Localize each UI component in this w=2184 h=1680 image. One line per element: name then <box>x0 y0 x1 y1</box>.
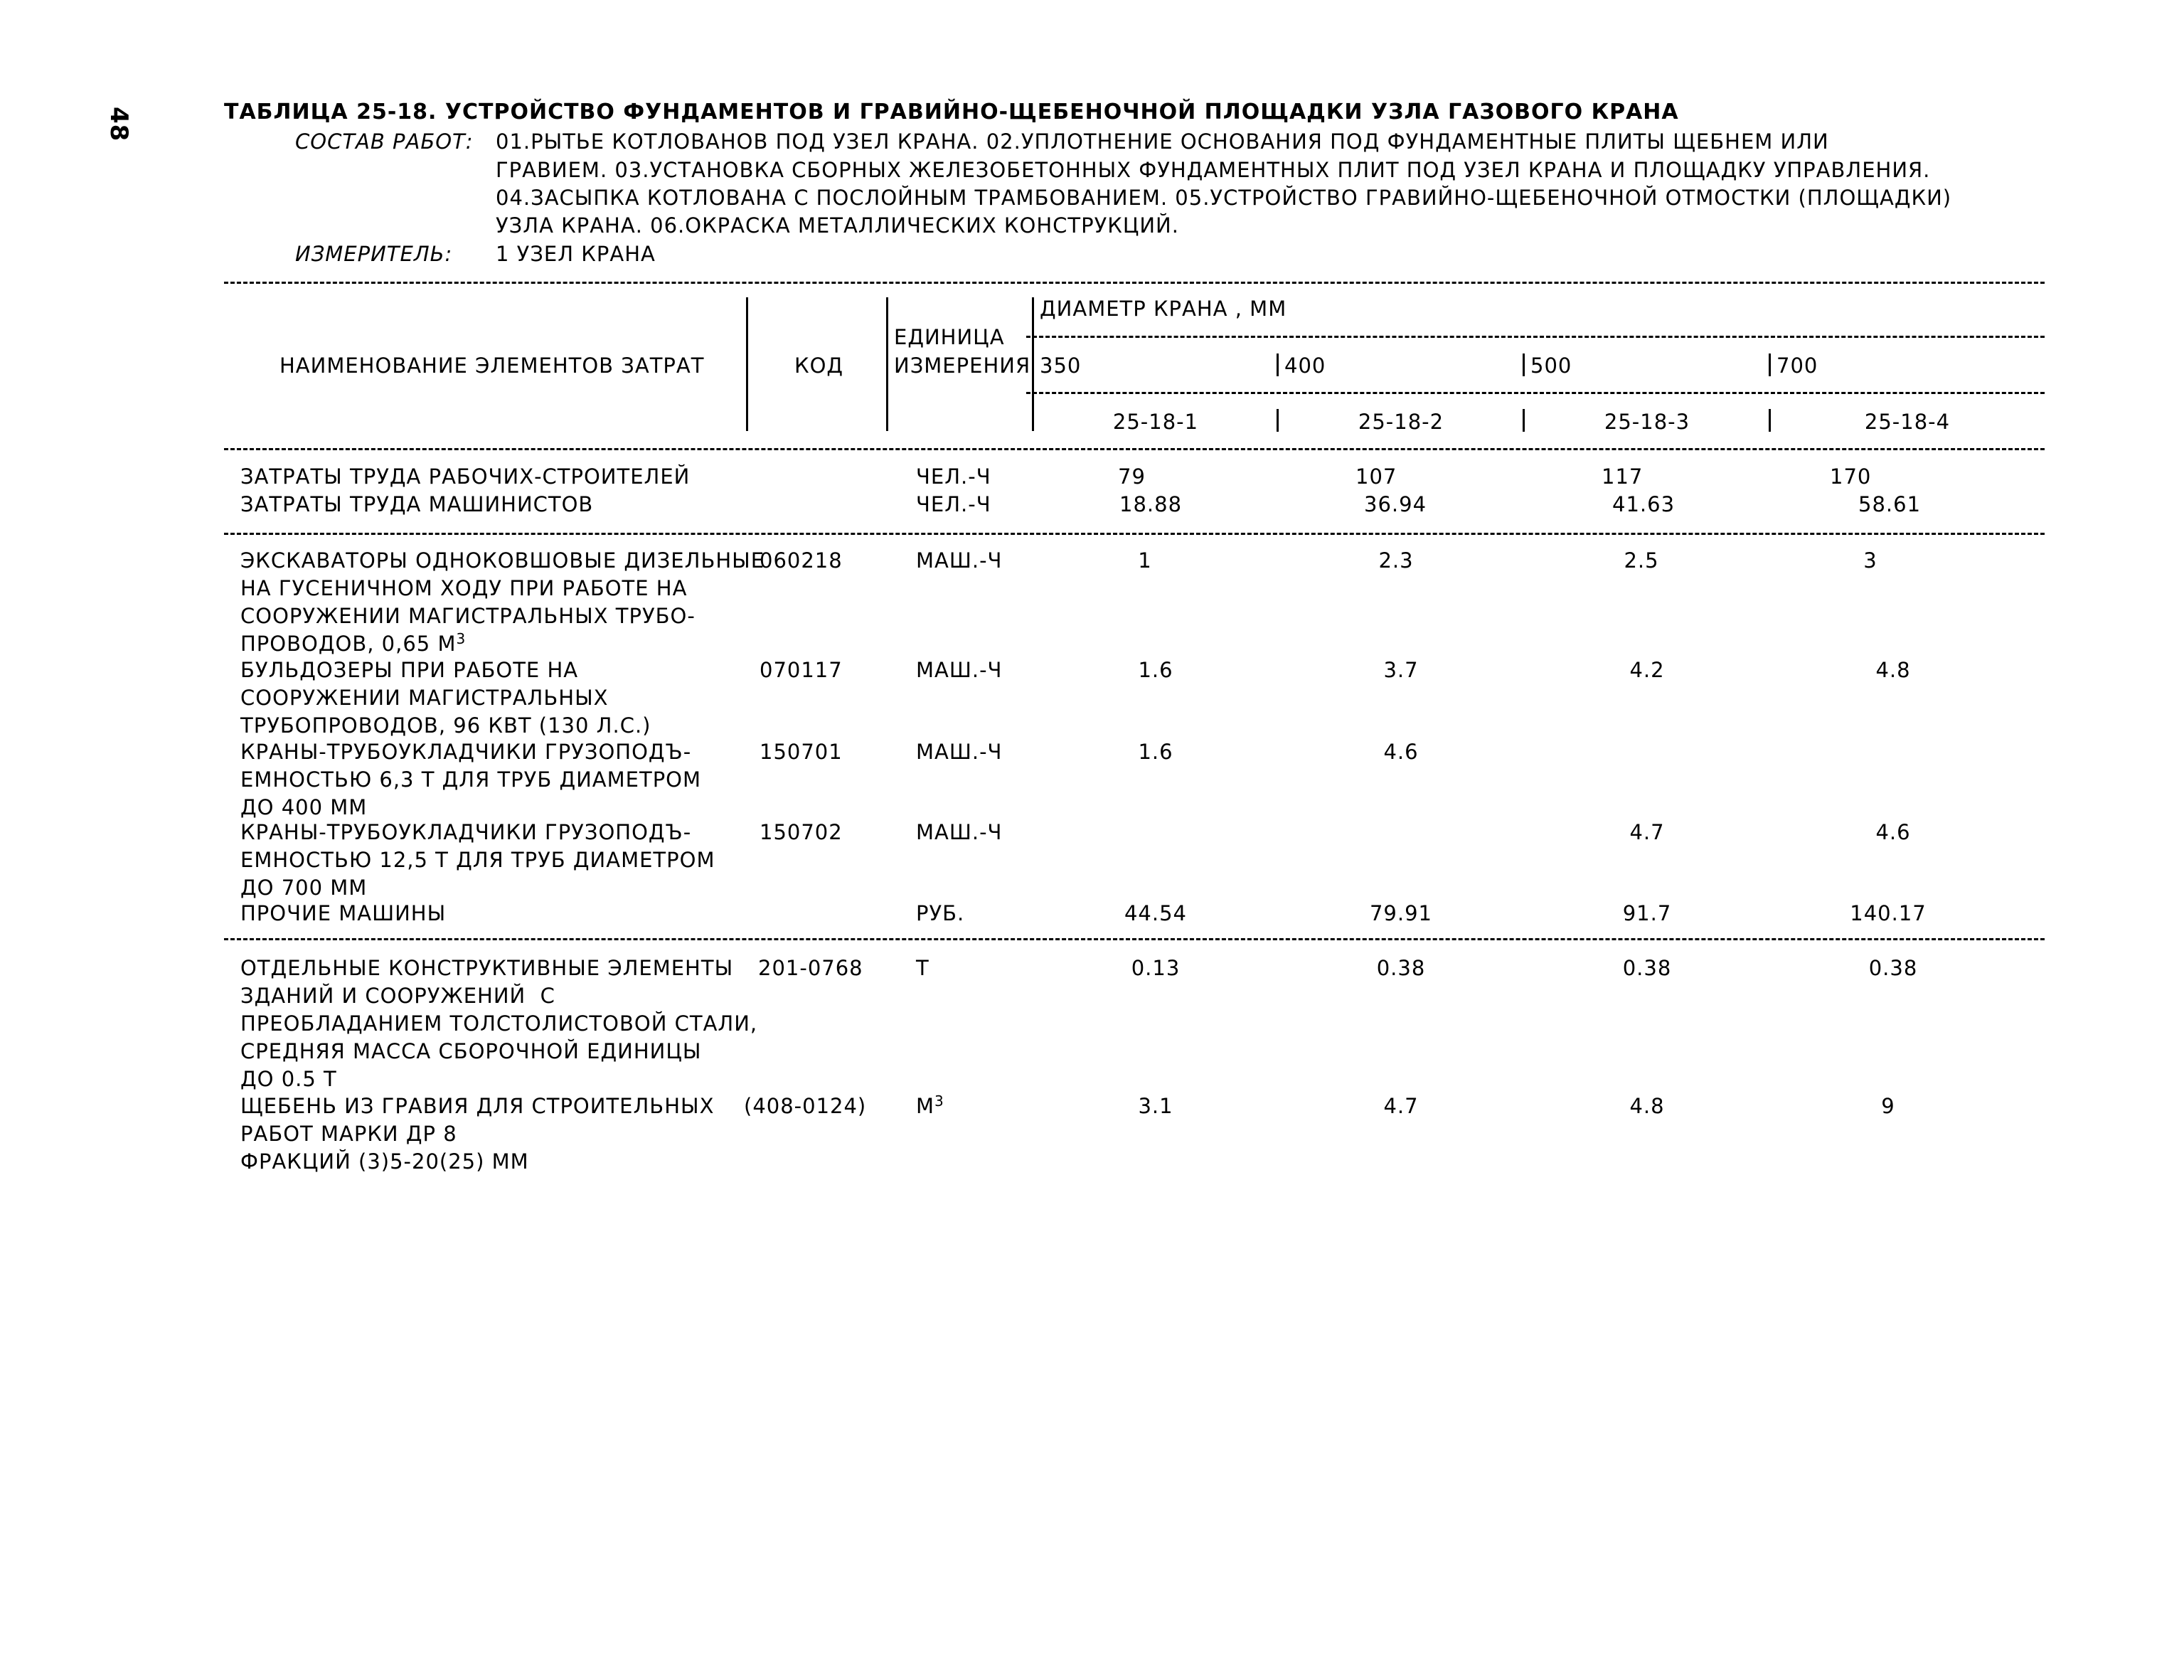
material-unit: Т <box>916 956 929 980</box>
machine-name-line: ЕМНОСТЬЮ 6,3 Т ДЛЯ ТРУБ ДИАМЕТРОМ <box>240 767 702 792</box>
machine-name-line: ДО 700 ММ <box>240 876 368 900</box>
rule-header-bottom <box>224 448 2045 450</box>
rule-codes <box>1026 392 2045 394</box>
header-unit-1: ЕДИНИЦА <box>894 325 1005 349</box>
machine-unit: МАШ.-Ч <box>916 658 1003 682</box>
labor-operators-v2: 36.94 <box>1364 492 1427 516</box>
machine-code: 070117 <box>760 658 843 682</box>
meter-label: ИЗМЕРИТЕЛЬ: <box>295 242 453 266</box>
labor-workers-v4: 170 <box>1830 464 1872 489</box>
composition-line-4: УЗЛА КРАНА. 06.ОКРАСКА МЕТАЛЛИЧЕСКИХ КОНСТРУКЦИЙ. <box>496 213 1179 238</box>
machine-value-500: 2.5 <box>1624 548 1659 573</box>
table-title: ТАБЛИЦА 25-18. УСТРОЙСТВО ФУНДАМЕНТОВ И ГРАВИЙНО-ЩЕБЕНОЧНОЙ ПЛОЩАДКИ УЗЛА ГАЗОВОГО КРАНА <box>224 100 1679 124</box>
header-d400: 400 <box>1284 353 1326 378</box>
machine-unit: МАШ.-Ч <box>916 740 1003 764</box>
header-code-2: 25-18-2 <box>1358 410 1444 434</box>
col-divider-d500 <box>1523 353 1525 376</box>
material-name-line: ЩЕБЕНЬ ИЗ ГРАВИЯ ДЛЯ СТРОИТЕЛЬНЫХ <box>240 1094 715 1118</box>
material-name-line: ОТДЕЛЬНЫЕ КОНСТРУКТИВНЫЕ ЭЛЕМЕНТЫ <box>240 956 734 980</box>
machine-unit: МАШ.-Ч <box>916 548 1003 573</box>
machine-name-line: ЕМНОСТЬЮ 12,5 Т ДЛЯ ТРУБ ДИАМЕТРОМ <box>240 848 715 872</box>
material-unit <box>916 1092 944 1118</box>
material-value-400: 0.38 <box>1376 956 1426 980</box>
machine-name-text: ПРОВОДОВ, 0,65 М <box>240 632 457 656</box>
machine-code: 150701 <box>760 740 843 764</box>
material-name-line: ДО 0.5 Т <box>240 1067 337 1091</box>
machine-value-400: 4.6 <box>1383 740 1419 764</box>
header-code-1: 25-18-1 <box>1112 410 1199 434</box>
machine-name-line: ПРОЧИЕ МАШИНЫ <box>240 901 447 925</box>
labor-operators-v3: 41.63 <box>1612 492 1676 516</box>
composition-line-1: 01.РЫТЬЕ КОТЛОВАНОВ ПОД УЗЕЛ КРАНА. 02.УПЛОТНЕНИЕ ОСНОВАНИЯ ПОД ФУНДАМЕНТНЫЕ ПЛИТЫ ЩЕБНЕМ ИЛИ <box>496 129 1829 154</box>
material-code: 201-0768 <box>758 956 863 980</box>
material-value-500: 4.8 <box>1629 1094 1665 1118</box>
meter-value: 1 УЗЕЛ КРАНА <box>496 242 656 266</box>
material-name-line: ФРАКЦИЙ (3)5-20(25) ММ <box>240 1149 529 1174</box>
rule-machines-bottom <box>224 938 2045 940</box>
cubic-superscript: 3 <box>934 1092 944 1110</box>
machine-code: 060218 <box>760 548 843 573</box>
col-divider-unit <box>1032 297 1034 431</box>
labor-operators-unit: ЧЕЛ.-Ч <box>916 492 991 516</box>
col-divider-code <box>886 297 888 431</box>
rule-top <box>224 282 2045 284</box>
material-value-700: 0.38 <box>1868 956 1918 980</box>
header-name: НАИМЕНОВАНИЕ ЭЛЕМЕНТОВ ЗАТРАТ <box>279 353 705 378</box>
header-code: КОД <box>794 353 844 378</box>
machine-name-line: СООРУЖЕНИИ МАГИСТРАЛЬНЫХ <box>240 686 609 710</box>
composition-label: СОСТАВ РАБОТ: <box>295 129 474 154</box>
header-code-4: 25-18-4 <box>1864 410 1951 434</box>
header-d500: 500 <box>1530 353 1572 378</box>
machine-value-350: 44.54 <box>1124 901 1188 925</box>
machine-value-500: 91.7 <box>1622 901 1672 925</box>
material-value-400: 4.7 <box>1383 1094 1419 1118</box>
machine-name-line: ЭКСКАВАТОРЫ ОДНОКОВШОВЫЕ ДИЗЕЛЬНЫЕ <box>240 548 765 573</box>
material-code: (408-0124) <box>744 1094 867 1118</box>
machine-value-400: 79.91 <box>1369 901 1433 925</box>
labor-workers-name: ЗАТРАТЫ ТРУДА РАБОЧИХ-СТРОИТЕЛЕЙ <box>240 464 691 489</box>
col-divider-name <box>746 297 748 431</box>
material-name-line: РАБОТ МАРКИ ДР 8 <box>240 1122 457 1146</box>
header-diameter: ДИАМЕТР КРАНА , ММ <box>1040 297 1287 321</box>
col-divider-c2 <box>1277 409 1279 432</box>
rule-diameter <box>1026 336 2045 338</box>
material-value-350: 3.1 <box>1138 1094 1173 1118</box>
machine-name-line <box>240 630 467 656</box>
labor-workers-unit: ЧЕЛ.-Ч <box>916 464 991 489</box>
cubic-superscript: 3 <box>456 630 467 647</box>
machine-value-350: 1.6 <box>1138 658 1173 682</box>
composition-line-3: 04.ЗАСЫПКА КОТЛОВАНА С ПОСЛОЙНЫМ ТРАМБОВАНИЕМ. 05.УСТРОЙСТВО ГРАВИЙНО-ЩЕБЕНОЧНОЙ ОТМОСТКИ (ПЛОЩАДКИ) <box>496 186 1952 210</box>
labor-operators-name: ЗАТРАТЫ ТРУДА МАШИНИСТОВ <box>240 492 594 516</box>
material-name-line: ЗДАНИЙ И СООРУЖЕНИЙ С <box>240 984 555 1008</box>
composition-line-2: ГРАВИЕМ. 03.УСТАНОВКА СБОРНЫХ ЖЕЛЕЗОБЕТОННЫХ ФУНДАМЕНТНЫХ ПЛИТ ПОД УЗЕЛ КРАНА И ПЛОЩАДКУ УПРАВЛЕНИЯ. <box>496 158 1931 182</box>
labor-operators-v1: 18.88 <box>1119 492 1183 516</box>
header-unit-2: ИЗМЕРЕНИЯ <box>894 353 1031 378</box>
col-divider-c4 <box>1769 409 1771 432</box>
machine-value-700: 4.8 <box>1875 658 1911 682</box>
machine-unit: МАШ.-Ч <box>916 820 1003 844</box>
machine-value-700: 140.17 <box>1850 901 1927 925</box>
machine-name-line: ТРУБОПРОВОДОВ, 96 КВТ (130 Л.С.) <box>240 713 651 738</box>
header-code-3: 25-18-3 <box>1604 410 1690 434</box>
machine-name-line: ДО 400 ММ <box>240 795 368 819</box>
material-value-700: 9 <box>1881 1094 1895 1118</box>
machine-unit: РУБ. <box>916 901 965 925</box>
machine-name-line: КРАНЫ-ТРУБОУКЛАДЧИКИ ГРУЗОПОДЪ- <box>240 820 692 844</box>
material-name-line: СРЕДНЯЯ МАССА СБОРОЧНОЙ ЕДИНИЦЫ <box>240 1039 702 1063</box>
machine-name-line: НА ГУСЕНИЧНОМ ХОДУ ПРИ РАБОТЕ НА <box>240 576 688 600</box>
col-divider-d700 <box>1769 353 1771 376</box>
material-unit-text: М <box>916 1094 935 1118</box>
material-value-500: 0.38 <box>1622 956 1672 980</box>
page-number: 48 <box>105 107 133 142</box>
machine-value-400: 2.3 <box>1378 548 1414 573</box>
header-d700: 700 <box>1777 353 1818 378</box>
labor-workers-v3: 117 <box>1602 464 1644 489</box>
material-name-line: ПРЕОБЛАДАНИЕМ ТОЛСТОЛИСТОВОЙ СТАЛИ, <box>240 1011 758 1036</box>
material-value-350: 0.13 <box>1131 956 1181 980</box>
col-divider-d400 <box>1277 353 1279 376</box>
col-divider-c3 <box>1523 409 1525 432</box>
machine-value-700: 3 <box>1863 548 1877 573</box>
labor-workers-v1: 79 <box>1118 464 1146 489</box>
machine-value-500: 4.7 <box>1629 820 1665 844</box>
machine-name-line: СООРУЖЕНИИ МАГИСТРАЛЬНЫХ ТРУБО- <box>240 604 696 628</box>
machine-value-400: 3.7 <box>1383 658 1419 682</box>
machine-value-350: 1 <box>1138 548 1152 573</box>
rule-labor-bottom <box>224 533 2045 535</box>
machine-code: 150702 <box>760 820 843 844</box>
machine-name-line: БУЛЬДОЗЕРЫ ПРИ РАБОТЕ НА <box>240 658 579 682</box>
machine-name-line: КРАНЫ-ТРУБОУКЛАДЧИКИ ГРУЗОПОДЪ- <box>240 740 692 764</box>
machine-value-700: 4.6 <box>1875 820 1911 844</box>
labor-operators-v4: 58.61 <box>1858 492 1922 516</box>
machine-value-500: 4.2 <box>1629 658 1665 682</box>
labor-workers-v2: 107 <box>1355 464 1397 489</box>
machine-value-350: 1.6 <box>1138 740 1173 764</box>
header-d350: 350 <box>1040 353 1082 378</box>
